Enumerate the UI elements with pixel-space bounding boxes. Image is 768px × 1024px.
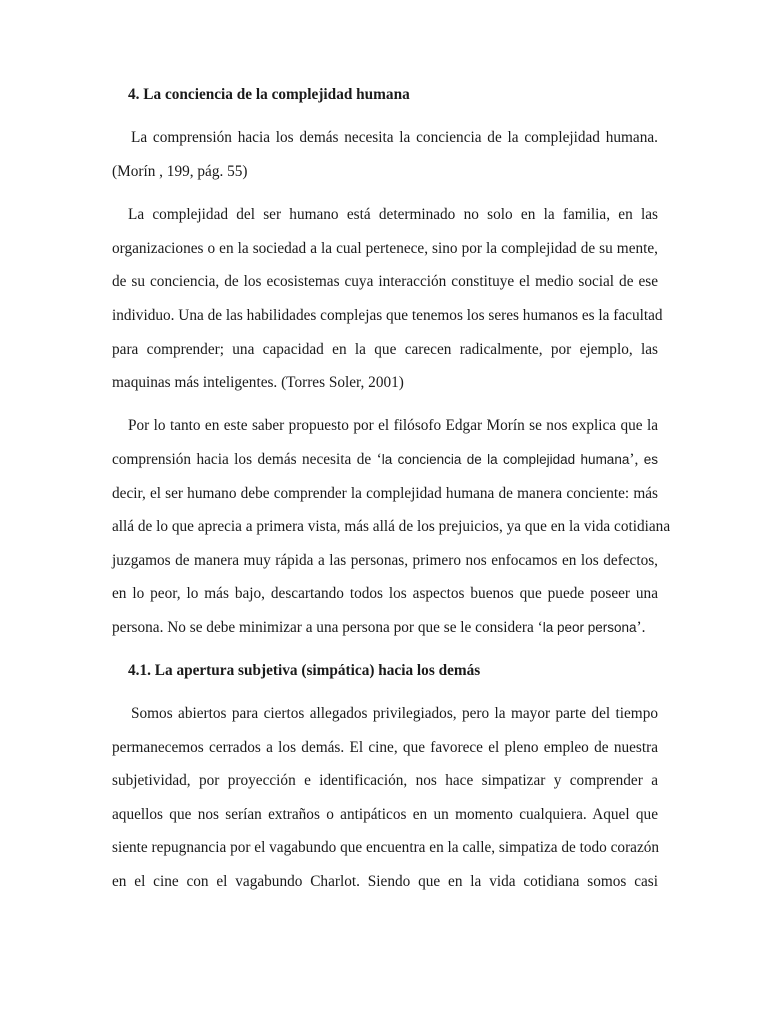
paragraph-line: de su conciencia, de los ecosistemas cuya interacción constituye el medio social de ese bbox=[112, 273, 658, 290]
quoted-phrase: la conciencia de la complejidad bbox=[381, 452, 576, 467]
section-heading: 4. La conciencia de la complejidad humana bbox=[128, 86, 410, 103]
paragraph-line: decir, el ser humano debe comprender la complejidad humana de manera conciente: más bbox=[112, 485, 658, 502]
paragraph-line: siente repugnancia por el vagabundo que encuentra en la calle, simpatiza de todo corazón bbox=[112, 839, 660, 856]
paragraph-line: permanecemos cerrados a los demás. El cine, que favorece el pleno empleo de nuestra bbox=[112, 739, 658, 756]
paragraph-line: Somos abiertos para ciertos allegados privilegiados, pero la mayor parte del tiempo bbox=[131, 705, 658, 722]
quote-line: La comprensión hacia los demás necesita la conciencia de la complejidad humana. bbox=[131, 129, 658, 146]
text-run: comprensión hacia los demás necesita de ‘ bbox=[112, 451, 382, 468]
paragraph-line: allá de lo que aprecia a primera vista, más allá de los prejuicios, ya que en la vida cotidiana bbox=[112, 518, 671, 535]
section-heading: 4.1. La apertura subjetiva (simpática) hacia los demás bbox=[128, 662, 481, 679]
text-run: ’. bbox=[636, 619, 646, 636]
text-run: ’, bbox=[629, 451, 639, 468]
paragraph-line: en lo peor, lo más bajo, descartando todos los aspectos buenos que puede poseer una bbox=[112, 585, 658, 602]
paragraph-line: La complejidad del ser humano está determinado no solo en la familia, en las bbox=[128, 206, 658, 223]
paragraph-line: individuo. Una de las habilidades complejas que tenemos los seres humanos es la facultad bbox=[112, 307, 663, 324]
paragraph-line: subjetividad, por proyección e identificación, nos hace simpatizar y comprender a bbox=[112, 772, 658, 789]
paragraph-line: para comprender; una capacidad en la que carecen radicalmente, por ejemplo, las bbox=[112, 341, 658, 358]
quoted-phrase: la peor persona bbox=[542, 620, 637, 635]
paragraph-line: organizaciones o en la sociedad a la cual pertenece, sino por la complejidad de su mente, bbox=[112, 240, 658, 257]
citation-line: (Morín , 199, pág. 55) bbox=[112, 163, 248, 180]
paragraph-line bbox=[112, 450, 658, 470]
paragraph-line: juzgamos de manera muy rápida a las personas, primero nos enfocamos en los defectos, bbox=[112, 552, 658, 569]
paragraph-line: Por lo tanto en este saber propuesto por el filósofo Edgar Morín se nos explica que la bbox=[128, 417, 658, 434]
quoted-phrase: humana bbox=[580, 452, 630, 467]
paragraph-line: aquellos que nos serían extraños o antipáticos en un momento cualquiera. Aquel que bbox=[112, 806, 658, 823]
paragraph-line: maquinas más inteligentes. (Torres Soler, 2001) bbox=[112, 374, 404, 391]
text-run: es bbox=[643, 452, 658, 467]
text-run: persona. No se debe minimizar a una persona por que se le considera ‘ bbox=[112, 619, 543, 636]
paragraph-line bbox=[112, 618, 658, 638]
paragraph-line: en el cine con el vagabundo Charlot. Siendo que en la vida cotidiana somos casi bbox=[112, 873, 658, 890]
